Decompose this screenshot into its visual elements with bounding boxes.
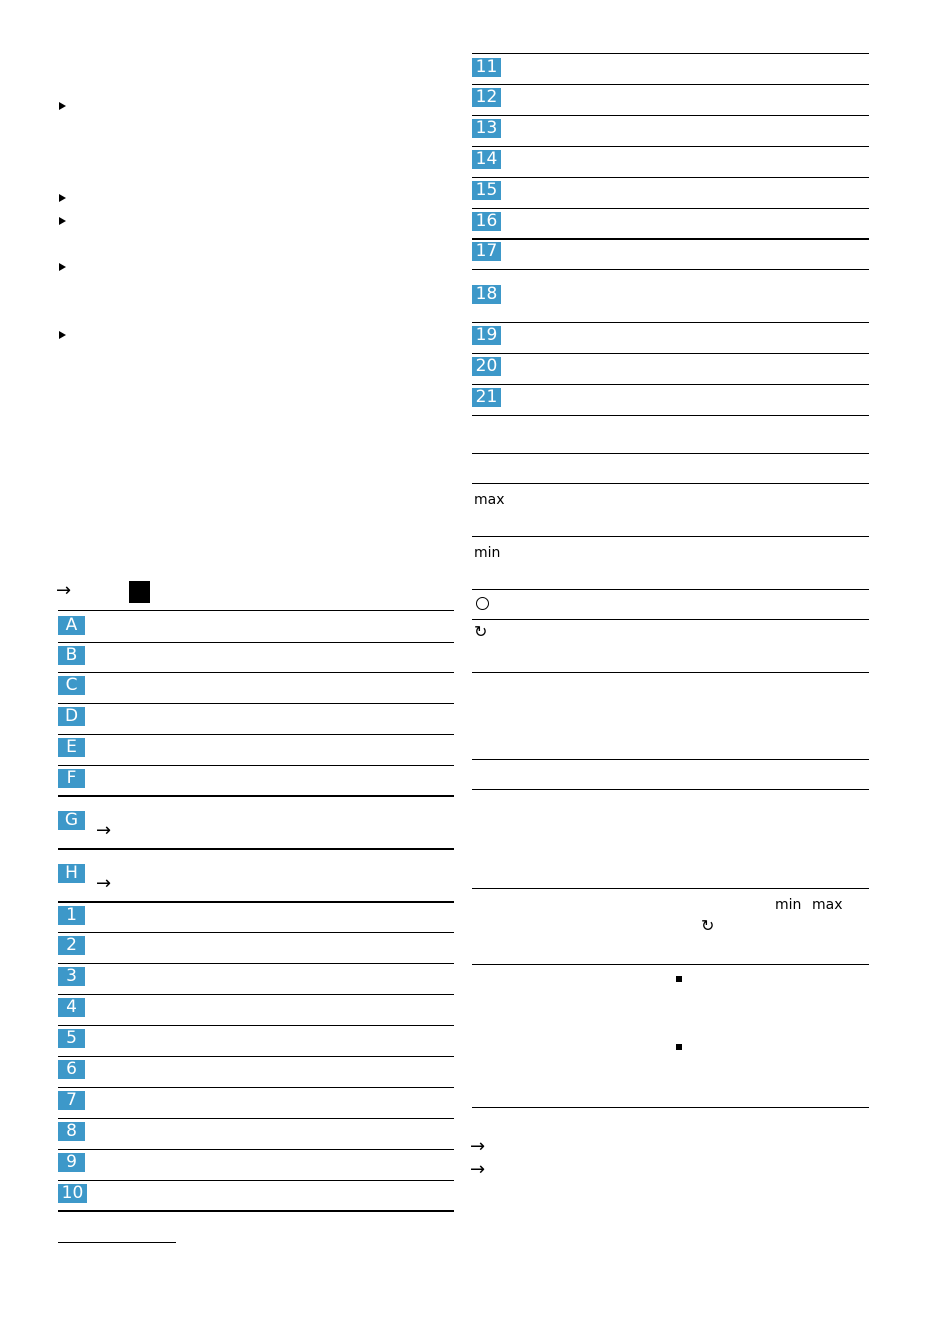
- table-row: [58, 611, 454, 643]
- table-row: [472, 760, 869, 790]
- table-row: [472, 385, 869, 416]
- row-key-badge: 7: [58, 1091, 85, 1110]
- table-row: [472, 85, 869, 116]
- table-row: [472, 354, 869, 385]
- level-label-max: max: [474, 492, 505, 508]
- row-key-badge: 6: [58, 1060, 85, 1079]
- row-key-badge: E: [58, 738, 85, 757]
- bullet-icon: [59, 331, 66, 339]
- row-key-badge: 10: [58, 1184, 87, 1203]
- table-row: [472, 54, 869, 85]
- row-key-badge: F: [58, 769, 85, 788]
- footnote-rule: [58, 1242, 176, 1243]
- table-row: [472, 454, 869, 484]
- row-key-badge: 16: [472, 212, 501, 231]
- row-key-badge: A: [58, 616, 85, 635]
- row-key-badge: B: [58, 646, 85, 665]
- row-key-badge: 3: [58, 967, 85, 986]
- table-row: [58, 1026, 454, 1057]
- arrow-icon: →: [470, 1159, 486, 1180]
- table-row: [58, 1088, 454, 1119]
- table-row: [58, 797, 454, 850]
- arrow-icon: →: [470, 1136, 486, 1157]
- table-row: [472, 270, 869, 323]
- row-key-badge: 13: [472, 119, 501, 138]
- arrow-icon: →: [96, 820, 112, 841]
- table-row: [472, 484, 869, 537]
- table-row: [472, 209, 869, 240]
- table-row: [472, 416, 869, 454]
- table-row: [58, 1150, 454, 1181]
- table-row: [58, 850, 454, 903]
- table-row: [472, 673, 869, 760]
- table-row: [472, 240, 869, 270]
- table-row: [472, 178, 869, 209]
- table-row: [472, 537, 869, 590]
- row-key-badge: 9: [58, 1153, 85, 1172]
- refresh-icon: ↻: [474, 622, 488, 641]
- row-key-badge: 4: [58, 998, 85, 1017]
- table-row: [472, 116, 869, 147]
- arrow-icon: →: [56, 580, 72, 601]
- arrow-icon: →: [96, 873, 112, 894]
- bullet-icon: [59, 263, 66, 271]
- level-label-min: min: [474, 545, 501, 561]
- row-key-badge: 8: [58, 1122, 85, 1141]
- table-row: [472, 965, 869, 1108]
- table-row: [58, 643, 454, 673]
- row-key-badge: 20: [472, 357, 501, 376]
- row-key-badge: 19: [472, 326, 501, 345]
- table-row: [58, 766, 454, 797]
- black-square-icon: [129, 581, 150, 603]
- row-key-badge: 14: [472, 150, 501, 169]
- row-key-badge: 5: [58, 1029, 85, 1048]
- table-row: [58, 933, 454, 964]
- table-row: [58, 1181, 454, 1212]
- table-row: [58, 1057, 454, 1088]
- table-row: [472, 790, 869, 889]
- row-key-badge: G: [58, 811, 85, 830]
- table-row: [472, 889, 869, 965]
- table-row: [472, 147, 869, 178]
- inline-label-min: min: [775, 897, 802, 913]
- table-row: [58, 704, 454, 735]
- row-key-badge: H: [58, 864, 85, 883]
- row-key-badge: 18: [472, 285, 501, 304]
- table-row: [472, 590, 869, 620]
- row-key-badge: D: [58, 707, 85, 726]
- table-row: [58, 673, 454, 704]
- bullet-icon: [59, 217, 66, 225]
- bullet-icon: [59, 194, 66, 202]
- table-row: [58, 964, 454, 995]
- table-row: [472, 620, 869, 673]
- refresh-icon: ↻: [701, 916, 715, 935]
- row-key-badge: 17: [472, 242, 501, 261]
- table-row: [472, 323, 869, 354]
- square-bullet-icon: [676, 976, 682, 982]
- row-key-badge: 15: [472, 181, 501, 200]
- row-key-badge: 21: [472, 388, 501, 407]
- table-row: [58, 1119, 454, 1150]
- table-row: [58, 903, 454, 933]
- row-key-badge: 11: [472, 58, 501, 77]
- row-key-badge: 12: [472, 88, 501, 107]
- bullet-icon: [59, 102, 66, 110]
- square-bullet-icon: [676, 1044, 682, 1050]
- row-key-badge: 1: [58, 906, 85, 925]
- circle-icon: [476, 597, 489, 610]
- table-row: [58, 995, 454, 1026]
- table-row: [58, 735, 454, 766]
- inline-label-max: max: [812, 897, 843, 913]
- row-key-badge: 2: [58, 936, 85, 955]
- row-key-badge: C: [58, 676, 85, 695]
